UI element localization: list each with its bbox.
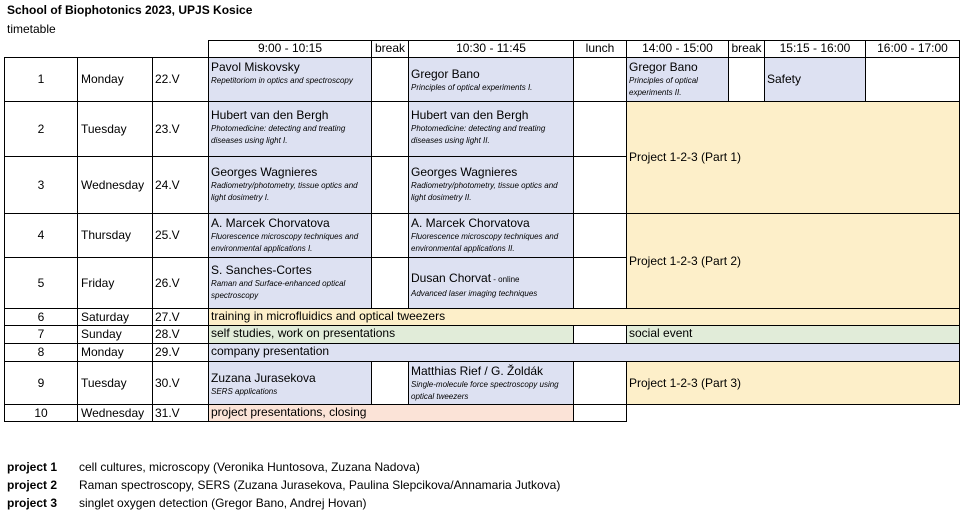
break-cell	[371, 257, 409, 309]
day-date: 28.V	[152, 325, 209, 344]
session-cell	[408, 156, 574, 214]
break-cell	[371, 101, 409, 157]
header-break1: break	[371, 40, 409, 58]
session-label: social event	[629, 326, 693, 340]
legend-text: Raman spectroscopy, SERS (Zuzana Jurasekova, Paulina Slepcikova/Annamaria Jutkova)	[79, 478, 561, 492]
session-cell	[208, 213, 372, 258]
empty-cell	[865, 57, 960, 102]
lecture-topic: Radiometry/photometry, tissue optics and light dosimetry II.	[411, 181, 558, 202]
day-number: 4	[4, 213, 78, 258]
day-name: Wednesday	[77, 404, 153, 422]
break-cell	[371, 213, 409, 258]
day-name: Tuesday	[77, 101, 153, 157]
lecture-topic: SERS applications	[211, 387, 278, 396]
legend-project3	[7, 496, 367, 510]
project-part3-cell	[626, 361, 960, 405]
lunch-cell	[573, 361, 627, 405]
day-name: Friday	[77, 257, 153, 309]
session-cell	[208, 101, 372, 157]
day-number: 9	[4, 361, 78, 405]
day-date: 27.V	[152, 308, 209, 326]
day-date: 29.V	[152, 343, 209, 362]
legend-key: project 3	[7, 496, 58, 510]
legend-project2	[7, 478, 560, 492]
day-name: Thursday	[77, 213, 153, 258]
lecturer-name: Zuzana Jurasekova	[211, 371, 316, 385]
lecture-topic: Photomedicine: detecting and treating diseases using light I.	[211, 124, 346, 145]
session-label: company presentation	[211, 344, 330, 358]
session-cell	[408, 101, 574, 157]
page-subtitle: timetable	[7, 22, 56, 36]
day-number: 10	[4, 404, 78, 422]
day-number: 1	[4, 57, 78, 102]
project-label: Project 1-2-3 (Part 1)	[629, 150, 742, 164]
lecturer-name: S. Sanches-Cortes	[211, 263, 312, 277]
header-slot3: 14:00 - 15:00	[626, 40, 729, 58]
session-label: Safety	[767, 72, 802, 86]
header-lunch: lunch	[573, 40, 627, 58]
day-number: 6	[4, 308, 78, 326]
session-cell	[208, 361, 372, 405]
company-presentation-cell	[208, 343, 960, 362]
header-break2: break	[728, 40, 765, 58]
session-label: self studies, work on presentations	[211, 326, 396, 340]
lecturer-name: Pavol Miskovsky	[211, 60, 300, 74]
break-cell	[371, 361, 409, 405]
project-label: Project 1-2-3 (Part 3)	[629, 375, 742, 390]
day-date: 25.V	[152, 213, 209, 258]
day-name: Wednesday	[77, 156, 153, 214]
project-part1-cell	[626, 101, 960, 214]
lecturer-name	[411, 270, 571, 288]
day-date: 23.V	[152, 101, 209, 157]
day-date: 26.V	[152, 257, 209, 309]
lecture-topic: Single-molecule force spectroscopy using optical tweezers	[411, 380, 559, 401]
lecture-topic: Photomedicine: detecting and treating diseases using light II.	[411, 124, 546, 145]
session-cell	[408, 57, 574, 102]
lecture-topic: Fluorescence microscopy techniques and environmental applications II.	[411, 232, 559, 253]
day-number: 8	[4, 343, 78, 362]
lunch-cell	[573, 404, 627, 422]
lecturer-name-text: Dusan Chorvat	[411, 271, 492, 285]
lecturer-name: Georges Wagnieres	[411, 165, 518, 179]
project-label: Project 1-2-3 (Part 2)	[629, 253, 742, 268]
day-name: Sunday	[77, 325, 153, 344]
closing-cell	[208, 404, 574, 422]
day-date: 22.V	[152, 57, 209, 102]
lecturer-name: Georges Wagnieres	[211, 165, 318, 179]
training-cell	[208, 308, 960, 326]
self-study-cell	[208, 325, 574, 344]
lunch-cell	[573, 257, 627, 309]
lecture-topic: Repetitoriom in optics and spectroscopy	[211, 76, 353, 85]
lecture-topic: Fluorescence microscopy techniques and environmental applications I.	[211, 232, 359, 253]
lecture-topic: Advanced laser imaging techniques	[411, 289, 538, 298]
lunch-cell	[573, 325, 627, 344]
legend-key: project 1	[7, 460, 58, 474]
header-slot4: 15:15 - 16:00	[764, 40, 866, 58]
lecturer-name: Hubert van den Bergh	[411, 108, 529, 122]
header-slot5: 16:00 - 17:00	[865, 40, 960, 58]
day-date: 31.V	[152, 404, 209, 422]
day-number: 5	[4, 257, 78, 309]
page-title: School of Biophotonics 2023, UPJS Kosice	[7, 3, 253, 17]
break-cell	[728, 57, 765, 102]
lecturer-name: Matthias Rief / G. Žoldák	[411, 364, 544, 378]
day-name: Tuesday	[77, 361, 153, 405]
session-cell	[208, 57, 372, 102]
social-event-cell	[626, 325, 960, 344]
lecturer-name: Hubert van den Bergh	[211, 108, 329, 122]
session-cell	[626, 57, 729, 102]
lecture-topic: Radiometry/photometry, tissue optics and light dosimetry I.	[211, 181, 358, 202]
session-cell	[208, 156, 372, 214]
lunch-cell	[573, 213, 627, 258]
session-label: project presentations, closing	[211, 405, 367, 419]
session-cell	[408, 213, 574, 258]
legend-project1	[7, 460, 420, 474]
lunch-cell	[573, 156, 627, 214]
lecturer-name: A. Marcek Chorvatova	[411, 216, 530, 230]
session-label: training in microfluidics and optical tweezers	[211, 309, 446, 323]
session-cell	[408, 361, 574, 405]
header-slot2: 10:30 - 11:45	[408, 40, 574, 58]
project-part2-cell	[626, 213, 960, 309]
lecture-topic: Raman and Surface-enhanced optical spectroscopy	[211, 279, 346, 300]
legend-text: singlet oxygen detection (Gregor Bano, Andrej Hovan)	[79, 496, 367, 510]
day-name: Monday	[77, 57, 153, 102]
legend-key: project 2	[7, 478, 58, 492]
day-number: 2	[4, 101, 78, 157]
lecturer-name: A. Marcek Chorvatova	[211, 216, 330, 230]
session-cell	[408, 257, 574, 309]
break-cell	[371, 156, 409, 214]
lunch-cell	[573, 101, 627, 157]
day-number: 7	[4, 325, 78, 344]
break-cell	[371, 57, 409, 102]
legend-text: cell cultures, microscopy (Veronika Huntosova, Zuzana Nadova)	[79, 460, 420, 474]
safety-cell	[764, 57, 866, 102]
lecture-topic: Principles of optical experiments II.	[629, 76, 698, 97]
header-slot1: 9:00 - 10:15	[208, 40, 372, 58]
online-note: - online	[491, 275, 520, 284]
session-cell	[208, 257, 372, 309]
day-date: 24.V	[152, 156, 209, 214]
lecture-topic: Principles of optical experiments I.	[411, 83, 533, 92]
day-name: Monday	[77, 343, 153, 362]
day-number: 3	[4, 156, 78, 214]
day-name: Saturday	[77, 308, 153, 326]
day-date: 30.V	[152, 361, 209, 405]
lecturer-name: Gregor Bano	[411, 67, 480, 81]
lecturer-name: Gregor Bano	[629, 60, 698, 74]
lunch-cell	[573, 57, 627, 102]
